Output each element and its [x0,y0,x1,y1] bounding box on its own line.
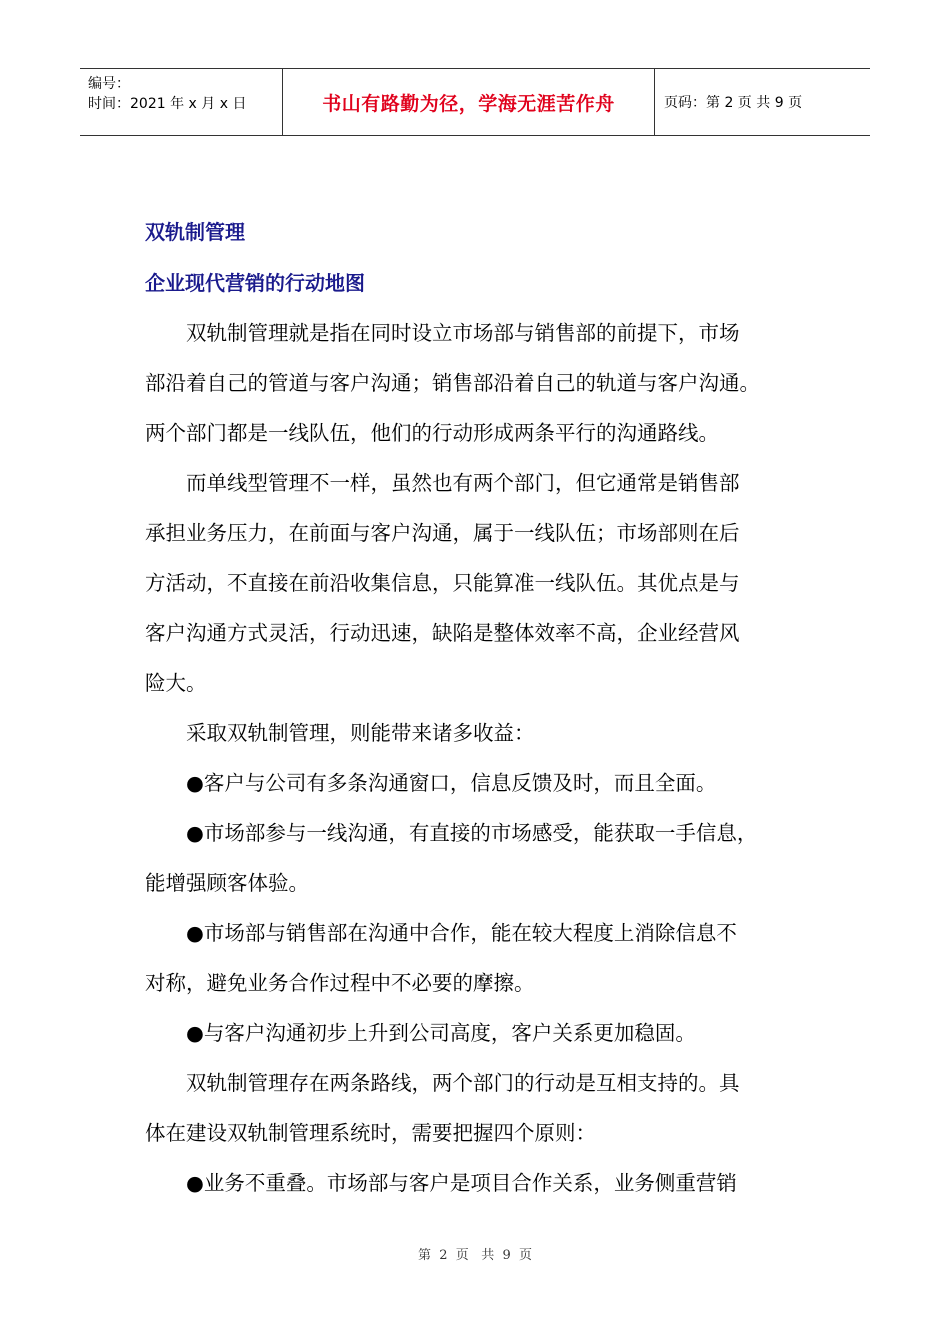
header-page-info: 页码：第 2 页 共 9 页 [664,95,803,111]
header-meta [80,69,282,135]
body-line: 客户沟通方式灵活，行动迅速，缺陷是整体效率不高，企业经营风 [145,621,740,645]
body-line: 两个部门都是一线队伍，他们的行动形成两条平行的沟通路线。 [145,421,719,445]
document-title: 双轨制管理 [145,220,245,244]
body-line: 能增强顾客体验。 [145,871,309,895]
body-line: 部沿着自己的管道与客户沟通；销售部沿着自己的轨道与客户沟通。 [145,371,760,395]
bullet-item: ●市场部参与一线沟通，有直接的市场感受，能获取一手信息， [145,821,758,845]
bullet-item: ●客户与公司有多条沟通窗口，信息反馈及时，而且全面。 [145,771,717,795]
body-line: 双轨制管理就是指在同时设立市场部与销售部的前提下，市场 [145,321,740,345]
body-line: 方活动，不直接在前沿收集信息，只能算准一线队伍。其优点是与 [145,571,740,595]
bullet-item: ●与客户沟通初步上升到公司高度，客户关系更加稳固。 [145,1021,696,1045]
body-line: 双轨制管理存在两条路线，两个部门的行动是互相支持的。具 [145,1071,740,1095]
bullet-item: ●业务不重叠。市场部与客户是项目合作关系，业务侧重营销 [145,1171,737,1195]
time-label: 时间：2021 年 x 月 x 日 [88,96,247,112]
number-label: 编号： [88,76,130,92]
body-line: 对称，避免业务合作过程中不必要的摩擦。 [145,971,535,995]
body-line: 险大。 [145,671,207,695]
document-subtitle: 企业现代营销的行动地图 [145,271,365,295]
body-line: 采取双轨制管理，则能带来诸多收益： [145,721,535,745]
document-header [80,68,870,136]
body-line: 而单线型管理不一样，虽然也有两个部门，但它通常是销售部 [145,471,740,495]
body-line: 承担业务压力，在前面与客户沟通，属于一线队伍；市场部则在后 [145,521,740,545]
header-motto: 书山有路勤为径，学海无涯苦作舟 [282,69,655,135]
bullet-item: ●市场部与销售部在沟通中合作，能在较大程度上消除信息不 [145,921,737,945]
body-line: 体在建设双轨制管理系统时，需要把握四个原则： [145,1121,596,1145]
page-footer: 第 2 页 共 9 页 [418,1248,532,1263]
